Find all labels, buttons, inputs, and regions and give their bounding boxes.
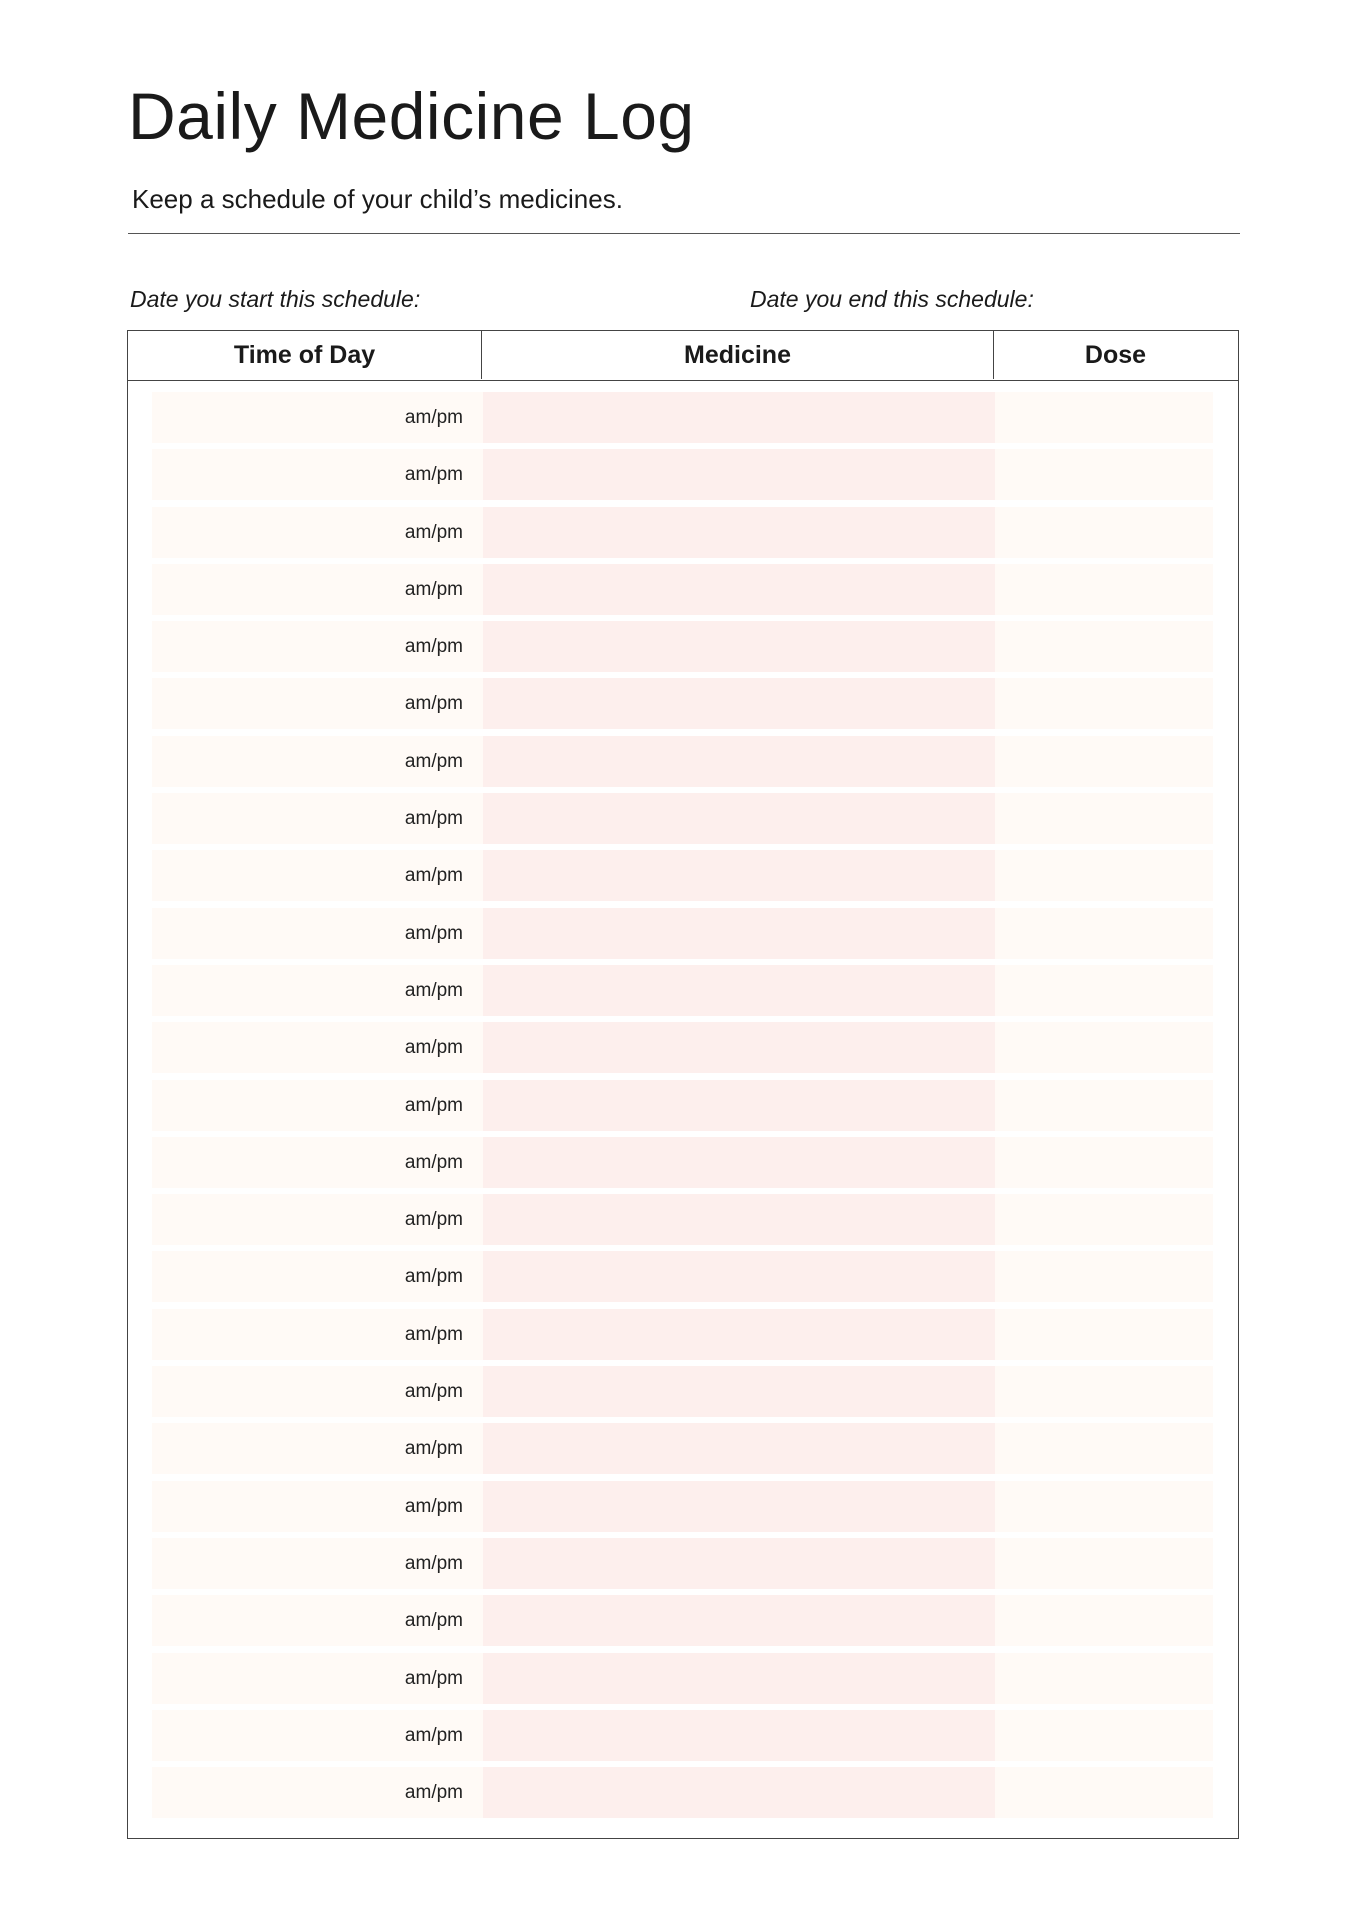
table-row — [152, 793, 1213, 844]
column-header-medicine: Medicine — [482, 331, 994, 379]
time-of-day-field[interactable]: am/pm — [152, 1538, 483, 1589]
table-row — [152, 736, 1213, 787]
medicine-field[interactable] — [483, 1767, 995, 1818]
dose-field[interactable] — [995, 736, 1213, 787]
time-of-day-field[interactable]: am/pm — [152, 1595, 483, 1646]
time-of-day-field[interactable]: am/pm — [152, 1080, 483, 1131]
medicine-field[interactable] — [483, 1653, 995, 1704]
time-of-day-field[interactable]: am/pm — [152, 736, 483, 787]
table-row — [152, 1423, 1213, 1474]
end-date-label: Date you end this schedule: — [750, 286, 1034, 312]
table-row — [152, 678, 1213, 729]
dose-field[interactable] — [995, 1538, 1213, 1589]
dose-field[interactable] — [995, 793, 1213, 844]
time-of-day-field[interactable]: am/pm — [152, 392, 483, 443]
dose-field[interactable] — [995, 507, 1213, 558]
table-row — [152, 449, 1213, 500]
dose-field[interactable] — [995, 1022, 1213, 1073]
time-of-day-field[interactable]: am/pm — [152, 850, 483, 901]
medicine-field[interactable] — [483, 1080, 995, 1131]
page-subtitle: Keep a schedule of your child’s medicines. — [132, 184, 623, 214]
medicine-field[interactable] — [483, 507, 995, 558]
dose-field[interactable] — [995, 564, 1213, 615]
time-of-day-field[interactable]: am/pm — [152, 1366, 483, 1417]
time-of-day-field[interactable]: am/pm — [152, 1423, 483, 1474]
medicine-field[interactable] — [483, 1137, 995, 1188]
table-row — [152, 908, 1213, 959]
dose-field[interactable] — [995, 1137, 1213, 1188]
medicine-field[interactable] — [483, 793, 995, 844]
time-of-day-field[interactable]: am/pm — [152, 1251, 483, 1302]
dose-field[interactable] — [995, 1309, 1213, 1360]
medicine-field[interactable] — [483, 850, 995, 901]
table-row — [152, 1251, 1213, 1302]
table-row — [152, 1309, 1213, 1360]
time-of-day-field[interactable]: am/pm — [152, 1481, 483, 1532]
table-row — [152, 1137, 1213, 1188]
medicine-field[interactable] — [483, 1022, 995, 1073]
table-row — [152, 1710, 1213, 1761]
medicine-field[interactable] — [483, 1366, 995, 1417]
time-of-day-field[interactable]: am/pm — [152, 564, 483, 615]
time-of-day-field[interactable]: am/pm — [152, 1710, 483, 1761]
dose-field[interactable] — [995, 678, 1213, 729]
dose-field[interactable] — [995, 1194, 1213, 1245]
table-row — [152, 965, 1213, 1016]
medicine-field[interactable] — [483, 1251, 995, 1302]
medicine-log-table — [127, 330, 1239, 1839]
table-row — [152, 1595, 1213, 1646]
time-of-day-field[interactable]: am/pm — [152, 1137, 483, 1188]
column-header-time: Time of Day — [128, 331, 482, 379]
dose-field[interactable] — [995, 1481, 1213, 1532]
page-title: Daily Medicine Log — [128, 79, 695, 153]
table-row — [152, 1080, 1213, 1131]
time-of-day-field[interactable]: am/pm — [152, 1767, 483, 1818]
medicine-field[interactable] — [483, 449, 995, 500]
medicine-field[interactable] — [483, 1194, 995, 1245]
dose-field[interactable] — [995, 1366, 1213, 1417]
medicine-field[interactable] — [483, 1309, 995, 1360]
medicine-field[interactable] — [483, 1538, 995, 1589]
table-row — [152, 850, 1213, 901]
table-row — [152, 507, 1213, 558]
medicine-field[interactable] — [483, 678, 995, 729]
medicine-field[interactable] — [483, 965, 995, 1016]
table-row — [152, 564, 1213, 615]
start-date-label: Date you start this schedule: — [130, 286, 421, 312]
table-row — [152, 1767, 1213, 1818]
medicine-field[interactable] — [483, 1481, 995, 1532]
dose-field[interactable] — [995, 1653, 1213, 1704]
table-row — [152, 1538, 1213, 1589]
table-row — [152, 1194, 1213, 1245]
medicine-field[interactable] — [483, 1423, 995, 1474]
time-of-day-field[interactable]: am/pm — [152, 1309, 483, 1360]
dose-field[interactable] — [995, 1080, 1213, 1131]
dose-field[interactable] — [995, 621, 1213, 672]
table-row — [152, 1653, 1213, 1704]
table-row — [152, 621, 1213, 672]
table-row — [152, 1481, 1213, 1532]
medicine-field[interactable] — [483, 564, 995, 615]
table-header — [128, 331, 1238, 381]
header-divider — [128, 233, 1240, 234]
table-row — [152, 1022, 1213, 1073]
time-of-day-field[interactable]: am/pm — [152, 1022, 483, 1073]
medicine-field[interactable] — [483, 1595, 995, 1646]
time-of-day-field[interactable]: am/pm — [152, 678, 483, 729]
time-of-day-field[interactable]: am/pm — [152, 1653, 483, 1704]
medicine-field[interactable] — [483, 908, 995, 959]
table-row — [152, 1366, 1213, 1417]
time-of-day-field[interactable]: am/pm — [152, 449, 483, 500]
dose-field[interactable] — [995, 965, 1213, 1016]
medicine-field[interactable] — [483, 392, 995, 443]
dose-field[interactable] — [995, 1595, 1213, 1646]
time-of-day-field[interactable]: am/pm — [152, 908, 483, 959]
time-of-day-field[interactable]: am/pm — [152, 965, 483, 1016]
dose-field[interactable] — [995, 1251, 1213, 1302]
dose-field[interactable] — [995, 850, 1213, 901]
dose-field[interactable] — [995, 449, 1213, 500]
medicine-field[interactable] — [483, 1710, 995, 1761]
time-of-day-field[interactable]: am/pm — [152, 621, 483, 672]
dose-field[interactable] — [995, 1710, 1213, 1761]
time-of-day-field[interactable]: am/pm — [152, 1194, 483, 1245]
table-body — [152, 392, 1213, 1824]
time-of-day-field[interactable]: am/pm — [152, 507, 483, 558]
medicine-field[interactable] — [483, 736, 995, 787]
medicine-field[interactable] — [483, 621, 995, 672]
dose-field[interactable] — [995, 1423, 1213, 1474]
dose-field[interactable] — [995, 908, 1213, 959]
dose-field[interactable] — [995, 392, 1213, 443]
column-header-dose: Dose — [1084, 341, 1147, 369]
dose-field[interactable] — [995, 1767, 1213, 1818]
table-row — [152, 392, 1213, 443]
time-of-day-field[interactable]: am/pm — [152, 793, 483, 844]
